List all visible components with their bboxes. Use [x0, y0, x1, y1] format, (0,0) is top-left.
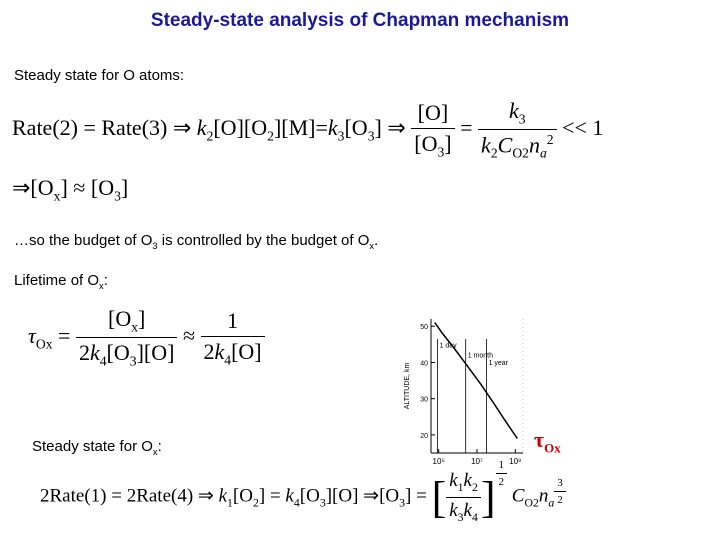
y-tick-label: 20 [420, 432, 428, 440]
y-tick-label: 40 [420, 360, 428, 368]
lifetime-curve [435, 323, 518, 439]
lifetime-heading: Lifetime of $O_x$: [14, 272, 108, 291]
ox-steady-state-heading: Steady state for $O_x$: [32, 438, 162, 457]
y-axis-label: ALTITUDE, km [404, 362, 411, 410]
x-tick-label: 10⁵ [432, 457, 445, 466]
o-steady-state-equation: Rate(2) = Rate(3) ⇒ $k_2[O][O_2][M]=k_3[O_3]$ ⇒ $\frac{[O]}{[O_3]}$ = $\frac{k_3}{k_2C_{O2}n_a^2}$ << 1 [12, 98, 604, 162]
y-tick-label: 50 [420, 324, 428, 332]
reference-label: 1 day [439, 342, 457, 350]
tau-ox-label: $\tau_{Ox}$ [534, 427, 561, 456]
x-tick-label: 10⁹ [509, 457, 522, 466]
budget-text: …so the budget of $O_3$ is controlled by the budget of $O_x$. [14, 232, 379, 251]
ox-approx-equation: $\Rightarrow[O_x] \approx [O_3]$ [12, 175, 129, 204]
slide-title: Steady-state analysis of Chapman mechanism [150, 10, 570, 31]
x-tick-label: 10⁷ [471, 457, 483, 466]
o-atoms-heading: Steady state for O atoms: [14, 67, 185, 84]
reference-label: 1 year [488, 360, 509, 368]
lifetime-equation: $\tau_{Ox}$ = $\frac{[O_x]}{2k_4[O_3][O]}$ ≈ $\frac{1}{2k_4[O]}$ [28, 306, 265, 370]
y-tick-label: 30 [420, 396, 428, 404]
lifetime-altitude-chart [385, 305, 533, 470]
ox-steady-state-equation: 2Rate(1) = 2Rate(4) ⇒ $k_1[O_2] = k_4[O_3][O]$ $\Rightarrow[O_3]$ = [ $\frac{k_1k_2}{k_3k_4}$ ] $^{\frac{1}{2}}$ $C_{O2}n_a$ $^{\frac{3}{2}}$ [40, 470, 566, 525]
reference-label: 1 month [467, 352, 493, 360]
